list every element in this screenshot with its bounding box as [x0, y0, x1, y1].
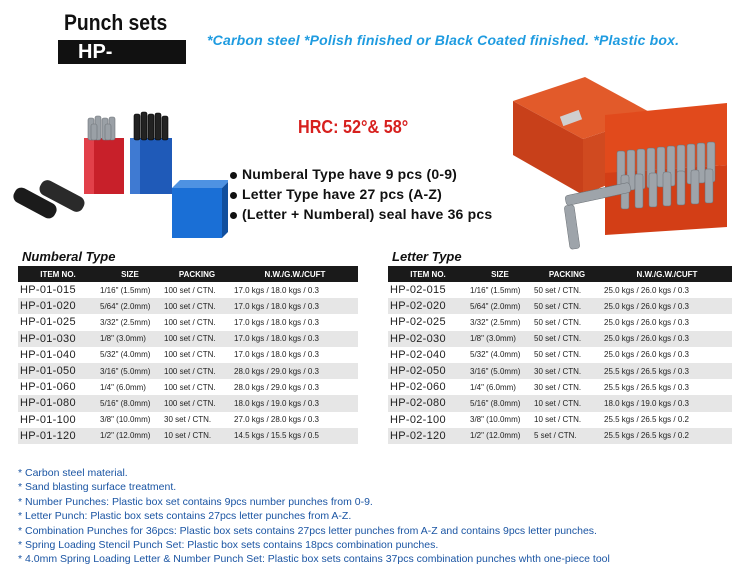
table-header-row — [18, 266, 358, 282]
size-cell: 5/16" (8.0mm) — [468, 395, 532, 411]
size-cell: 3/16" (5.0mm) — [468, 363, 532, 379]
table-row — [388, 331, 732, 347]
weight-cell: 14.5 kgs / 15.5 kgs / 0.5 — [232, 428, 358, 444]
feature-item: (Letter + Numberal) seal have 36 pcs — [230, 204, 492, 224]
size-cell: 1/4" (6.0mm) — [470, 382, 516, 392]
letter-spec-table — [388, 266, 732, 444]
size-cell: 3/8" (10.0mm) — [470, 415, 521, 425]
packing-cell: 100 set / CTN. — [162, 363, 232, 379]
packing-cell: 30 set / CTN. — [164, 415, 212, 425]
table-row — [388, 298, 732, 314]
note-item: * 4.0mm Spring Loading Letter & Number Punch Set: Plastic box sets contains 37pcs combination punches whth one-piece tool — [18, 553, 610, 566]
packing-cell: 10 set / CTN. — [162, 428, 232, 444]
note-item: * Number Punches: Plastic box set contains 9pcs number punches from 0-9. — [18, 495, 373, 508]
model-prefix: HP- — [78, 41, 113, 63]
packing-cell: 100 set / CTN. — [164, 350, 216, 360]
size-cell: 5/32" (4.0mm) — [470, 350, 521, 360]
column-header: N.W./G.W./CUFT — [602, 266, 732, 282]
table-row — [18, 314, 358, 330]
table-row — [388, 314, 732, 330]
note-item: * Spring Loading Stencil Punch Set: Plastic box sets contains 18pcs combination punches. — [18, 539, 439, 552]
packing-cell: 50 set / CTN. — [534, 285, 582, 295]
weight-cell: 25.5 kgs / 26.5 kgs / 0.3 — [602, 363, 732, 379]
table-row — [18, 298, 358, 314]
weight-cell: 17.0 kgs / 18.0 kgs / 0.3 — [234, 317, 319, 327]
item-no-cell: HP-01-050 — [18, 363, 98, 379]
packing-cell: 100 set / CTN. — [164, 285, 216, 295]
feature-list — [230, 164, 492, 224]
feature-item: Numberal Type have 9 pcs (0-9) — [230, 164, 492, 184]
notes-list — [18, 466, 610, 567]
weight-cell: 17.0 kgs / 18.0 kgs / 0.3 — [234, 350, 319, 360]
weight-cell: 25.5 kgs / 26.5 kgs / 0.2 — [602, 428, 732, 444]
column-header: SIZE — [98, 266, 162, 282]
table-row — [388, 379, 732, 395]
size-cell: 5/32" (4.0mm) — [100, 350, 151, 360]
size-cell: 1/2" (12.0mm) — [468, 428, 532, 444]
table-row — [388, 395, 732, 411]
item-no-cell: HP-02-020 — [388, 298, 468, 314]
packing-cell: 50 set / CTN. — [532, 331, 602, 347]
numberal-spec-table — [18, 266, 358, 444]
table-row — [388, 428, 732, 444]
size-cell: 1/4" (6.0mm) — [100, 382, 146, 392]
size-cell: 5/16" (8.0mm) — [98, 395, 162, 411]
note-item: * Combination Punches for 36pcs: Plastic box sets contains 27pcs letter punches from A-Z and contains 9pcs letter punches. — [18, 524, 597, 537]
size-cell: 3/16" (5.0mm) — [98, 363, 162, 379]
weight-cell: 27.0 kgs / 28.0 kgs / 0.3 — [234, 415, 319, 425]
table-row — [388, 412, 732, 428]
product-photo-large-set — [505, 55, 741, 255]
table-row — [18, 395, 358, 411]
packing-cell: 30 set / CTN. — [534, 382, 582, 392]
weight-cell: 25.5 kgs / 26.5 kgs / 0.2 — [604, 415, 689, 425]
column-header: PACKING — [532, 266, 602, 282]
weight-cell: 25.0 kgs / 26.0 kgs / 0.3 — [602, 331, 732, 347]
packing-cell: 100 set / CTN. — [164, 382, 216, 392]
item-no-cell: HP-01-100 — [20, 413, 76, 426]
weight-cell: 25.0 kgs / 26.0 kgs / 0.3 — [604, 317, 689, 327]
bullet-icon — [230, 172, 237, 179]
numberal-table-title: Numberal Type — [22, 249, 116, 264]
table-row — [18, 379, 358, 395]
weight-cell: 25.5 kgs / 26.5 kgs / 0.3 — [604, 382, 689, 392]
weight-cell: 25.0 kgs / 26.0 kgs / 0.3 — [604, 285, 689, 295]
size-cell: 3/32" (2.5mm) — [100, 317, 151, 327]
column-header: N.W./G.W./CUFT — [232, 266, 358, 282]
item-no-cell: HP-01-015 — [20, 284, 76, 297]
item-no-cell: HP-01-040 — [20, 348, 76, 361]
note-item: * Letter Punch: Plastic box sets contains 27pcs letter punches from A-Z. — [18, 510, 352, 523]
weight-cell: 17.0 kgs / 18.0 kgs / 0.3 — [232, 331, 358, 347]
table-row — [388, 363, 732, 379]
item-no-cell: HP-01-030 — [18, 331, 98, 347]
table-row — [18, 428, 358, 444]
header-tagline: *Carbon steel *Polish finished or Black Coated finished. *Plastic box. — [207, 32, 680, 48]
size-cell: 3/8" (10.0mm) — [100, 415, 151, 425]
item-no-cell: HP-02-060 — [390, 381, 446, 394]
bullet-icon — [230, 192, 237, 199]
weight-cell: 25.0 kgs / 26.0 kgs / 0.3 — [604, 350, 689, 360]
size-cell: 1/16" (1.5mm) — [470, 285, 521, 295]
item-no-cell: HP-02-120 — [388, 428, 468, 444]
packing-cell: 100 set / CTN. — [162, 298, 232, 314]
item-no-cell: HP-02-030 — [388, 331, 468, 347]
page-title: Punch sets — [64, 10, 168, 35]
size-cell: 3/32" (2.5mm) — [470, 317, 521, 327]
weight-cell: 17.0 kgs / 18.0 kgs / 0.3 — [234, 285, 319, 295]
item-no-cell: HP-02-040 — [390, 348, 446, 361]
item-no-cell: HP-02-080 — [388, 395, 468, 411]
table-row — [18, 347, 358, 363]
weight-cell: 28.0 kgs / 29.0 kgs / 0.3 — [232, 363, 358, 379]
weight-cell: 18.0 kgs / 19.0 kgs / 0.3 — [602, 395, 732, 411]
item-no-cell: HP-02-025 — [390, 316, 446, 329]
table-header-row — [388, 266, 732, 282]
table-row — [388, 347, 732, 363]
hrc-hardness-label: HRC: 52°& 58° — [298, 117, 409, 137]
size-cell: 5/64" (2.0mm) — [468, 298, 532, 314]
packing-cell: 50 set / CTN. — [534, 317, 582, 327]
column-header: ITEM NO. — [388, 266, 468, 282]
item-no-cell: HP-01-120 — [18, 428, 98, 444]
size-cell: 1/8" (3.0mm) — [98, 331, 162, 347]
item-no-cell: HP-01-020 — [18, 298, 98, 314]
table-row — [18, 331, 358, 347]
column-header: PACKING — [162, 266, 232, 282]
size-cell: 5/64" (2.0mm) — [98, 298, 162, 314]
table-row — [18, 412, 358, 428]
weight-cell: 18.0 kgs / 19.0 kgs / 0.3 — [232, 395, 358, 411]
column-header: SIZE — [468, 266, 532, 282]
weight-cell: 28.0 kgs / 29.0 kgs / 0.3 — [234, 382, 319, 392]
packing-cell: 10 set / CTN. — [534, 415, 582, 425]
item-no-cell: HP-01-080 — [18, 395, 98, 411]
item-no-cell: HP-02-100 — [390, 413, 446, 426]
packing-cell: 100 set / CTN. — [162, 331, 232, 347]
packing-cell: 50 set / CTN. — [532, 298, 602, 314]
packing-cell: 5 set / CTN. — [532, 428, 602, 444]
weight-cell: 17.0 kgs / 18.0 kgs / 0.3 — [232, 298, 358, 314]
item-no-cell: HP-01-025 — [20, 316, 76, 329]
bullet-icon — [230, 212, 237, 219]
item-no-cell: HP-02-050 — [388, 363, 468, 379]
packing-cell: 30 set / CTN. — [532, 363, 602, 379]
size-cell: 1/16" (1.5mm) — [100, 285, 151, 295]
note-item: * Carbon steel material. — [18, 467, 128, 479]
item-no-cell: HP-01-060 — [20, 381, 76, 394]
table-row — [388, 282, 732, 298]
column-header: ITEM NO. — [18, 266, 98, 282]
size-cell: 1/8" (3.0mm) — [468, 331, 532, 347]
letter-table-title: Letter Type — [392, 249, 462, 264]
packing-cell: 50 set / CTN. — [534, 350, 582, 360]
product-photo-small-sets — [8, 110, 228, 245]
packing-cell: 10 set / CTN. — [532, 395, 602, 411]
packing-cell: 100 set / CTN. — [164, 317, 216, 327]
packing-cell: 100 set / CTN. — [162, 395, 232, 411]
table-row — [18, 363, 358, 379]
size-cell: 1/2" (12.0mm) — [98, 428, 162, 444]
table-row — [18, 282, 358, 298]
note-item: * Sand blasting surface treatment. — [18, 481, 177, 494]
item-no-cell: HP-02-015 — [390, 284, 446, 297]
feature-item: Letter Type have 27 pcs (A-Z) — [230, 184, 492, 204]
weight-cell: 25.0 kgs / 26.0 kgs / 0.3 — [602, 298, 732, 314]
page-title-block — [58, 6, 186, 64]
